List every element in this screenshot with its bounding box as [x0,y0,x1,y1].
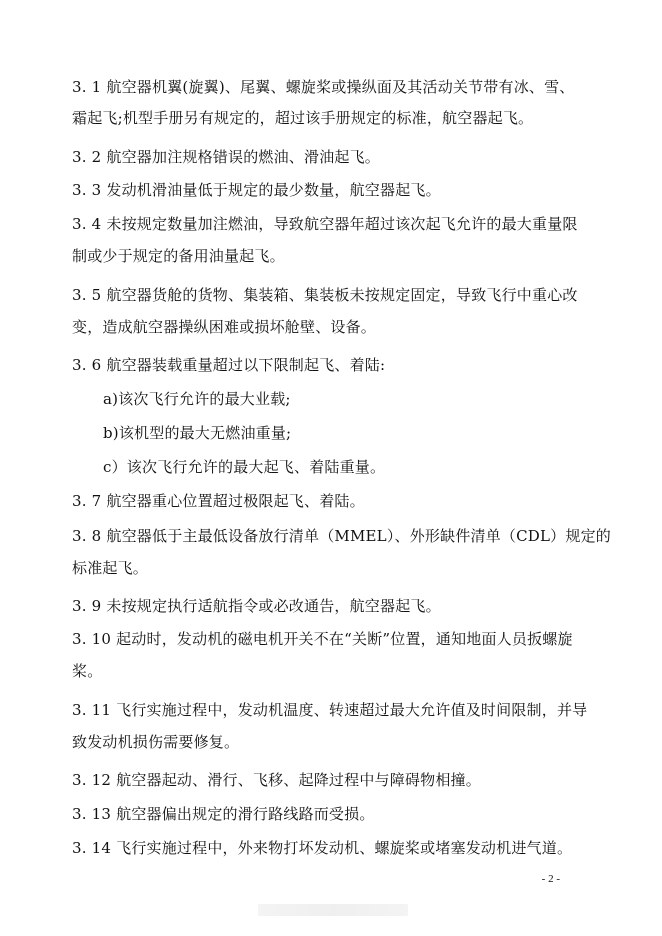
paragraph-3-3: 3. 3 发动机滑油量低于规定的最少数量，航空器起飞。 [72,181,441,199]
paragraph-3-5-line-2: 变，造成航空器操纵困难或损坏舱壁、设备。 [72,318,377,336]
paragraph-3-13: 3. 13 航空器偏出规定的滑行路线路而受损。 [72,805,375,823]
watermark [258,904,408,916]
paragraph-3-8-line-1: 3. 8 航空器低于主最低设备放行清单（MMEL）、外形缺件清单（CDL）规定的 [72,527,611,545]
paragraph-3-1-line-1: 3. 1 航空器机翼(旋翼)、尾翼、螺旋桨或操纵面及其活动关节带有冰、雪、 [72,78,575,96]
paragraph-3-4-line-1: 3. 4 未按规定数量加注燃油，导致航空器年超过该次起飞允许的最大重量限 [72,215,578,233]
page-number: - 2 - [541,873,560,885]
paragraph-3-14: 3. 14 飞行实施过程中，外来物打坏发动机、螺旋桨或堵塞发动机进气道。 [72,839,573,857]
paragraph-3-9: 3. 9 未按规定执行适航指令或必改通告，航空器起飞。 [72,597,441,615]
paragraph-3-5-line-1: 3. 5 航空器货舱的货物、集装箱、集装板未按规定固定，导致飞行中重心改 [72,286,578,304]
paragraph-3-6: 3. 6 航空器装载重量超过以下限制起飞、着陆: [72,356,386,374]
paragraph-3-11-line-1: 3. 11 飞行实施过程中，发动机温度、转速超过最大允许值及时间限制，并导 [72,701,588,719]
paragraph-3-4-line-2: 制或少于规定的备用油量起飞。 [72,247,285,265]
list-item-c: c）该次飞行允许的最大起飞、着陆重量。 [103,458,386,476]
paragraph-3-8-line-2: 标准起飞。 [72,559,149,577]
list-item-b: b)该机型的最大无燃油重量; [103,424,292,442]
paragraph-3-1-line-2: 霜起飞;机型手册另有规定的，超过该手册规定的标准，航空器起飞。 [72,109,534,127]
paragraph-3-11-line-2: 致发动机损伤需要修复。 [72,733,240,751]
paragraph-3-7: 3. 7 航空器重心位置超过极限起飞、着陆。 [72,492,365,510]
paragraph-3-12: 3. 12 航空器起动、滑行、飞移、起降过程中与障碍物相撞。 [72,771,481,789]
list-item-a: a)该次飞行允许的最大业载; [103,390,291,408]
paragraph-3-10-line-2: 桨。 [72,662,103,680]
paragraph-3-10-line-1: 3. 10 起动时，发动机的磁电机开关不在“关断”位置，通知地面人员扳螺旋 [72,630,573,648]
paragraph-3-2: 3. 2 航空器加注规格错误的燃油、滑油起飞。 [72,148,380,166]
